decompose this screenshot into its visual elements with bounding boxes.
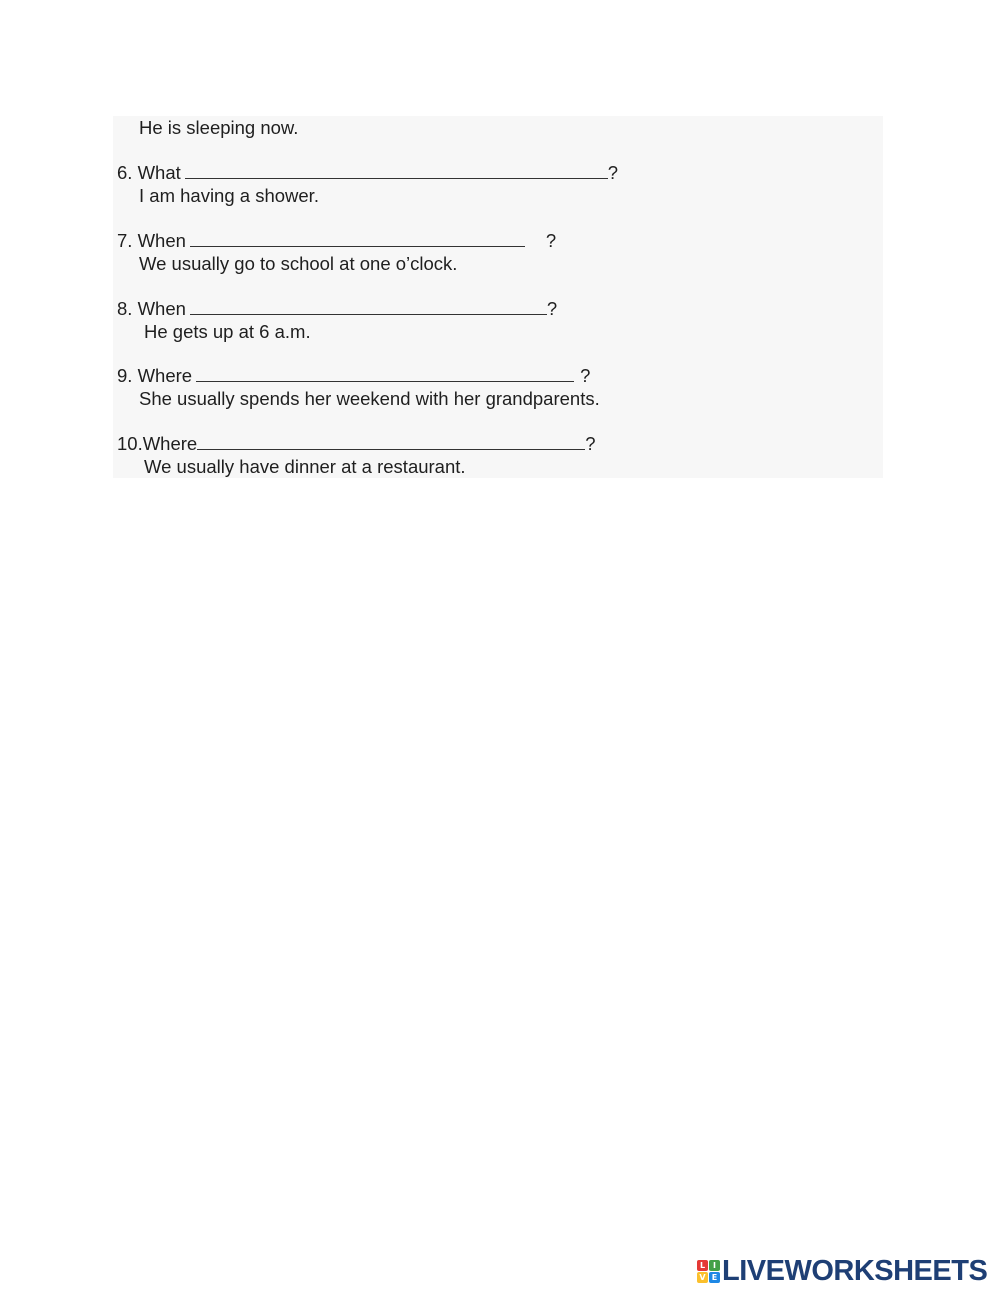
question-10 bbox=[117, 432, 596, 455]
question-10-prompt: 10.Where bbox=[117, 433, 198, 454]
question-10-answer-blank[interactable] bbox=[197, 432, 585, 450]
question-7-prompt: 7. When bbox=[117, 230, 186, 251]
question-9-prompt: 9. Where bbox=[117, 365, 193, 386]
question-7 bbox=[117, 229, 556, 252]
logo-tile-i: I bbox=[709, 1260, 720, 1271]
question-6 bbox=[117, 161, 618, 184]
question-8-answer-blank[interactable] bbox=[190, 297, 547, 315]
question-6-mark: ? bbox=[607, 162, 619, 183]
question-9-mark: ? bbox=[580, 365, 591, 386]
question-7-answer-blank[interactable] bbox=[190, 229, 525, 247]
logo-tile-l: L bbox=[697, 1260, 708, 1271]
question-8 bbox=[117, 297, 557, 320]
answer-text-10: We usually have dinner at a restaurant. bbox=[144, 456, 466, 477]
answer-text-7: We usually go to school at one o’clock. bbox=[139, 253, 458, 274]
question-8-prompt: 8. When bbox=[117, 298, 186, 319]
logo-tile-v: V bbox=[697, 1272, 708, 1283]
logo-tiles-icon bbox=[697, 1260, 720, 1283]
answer-text-9: She usually spends her weekend with her grandparents. bbox=[139, 388, 600, 409]
answer-text-6: I am having a shower. bbox=[139, 185, 319, 206]
answer-text-5: He is sleeping now. bbox=[139, 117, 299, 138]
question-7-mark: ? bbox=[545, 230, 557, 251]
liveworksheets-logo[interactable] bbox=[697, 1255, 987, 1287]
question-9 bbox=[117, 364, 590, 387]
question-6-answer-blank[interactable] bbox=[185, 161, 608, 179]
answer-text-8: He gets up at 6 a.m. bbox=[144, 321, 311, 342]
question-9-answer-blank[interactable] bbox=[196, 364, 574, 382]
logo-text: LIVEWORKSHEETS bbox=[722, 1254, 988, 1287]
question-10-mark: ? bbox=[585, 433, 596, 454]
question-8-mark: ? bbox=[546, 298, 558, 319]
question-6-prompt: 6. What bbox=[117, 162, 181, 183]
logo-tile-e: E bbox=[709, 1272, 720, 1283]
